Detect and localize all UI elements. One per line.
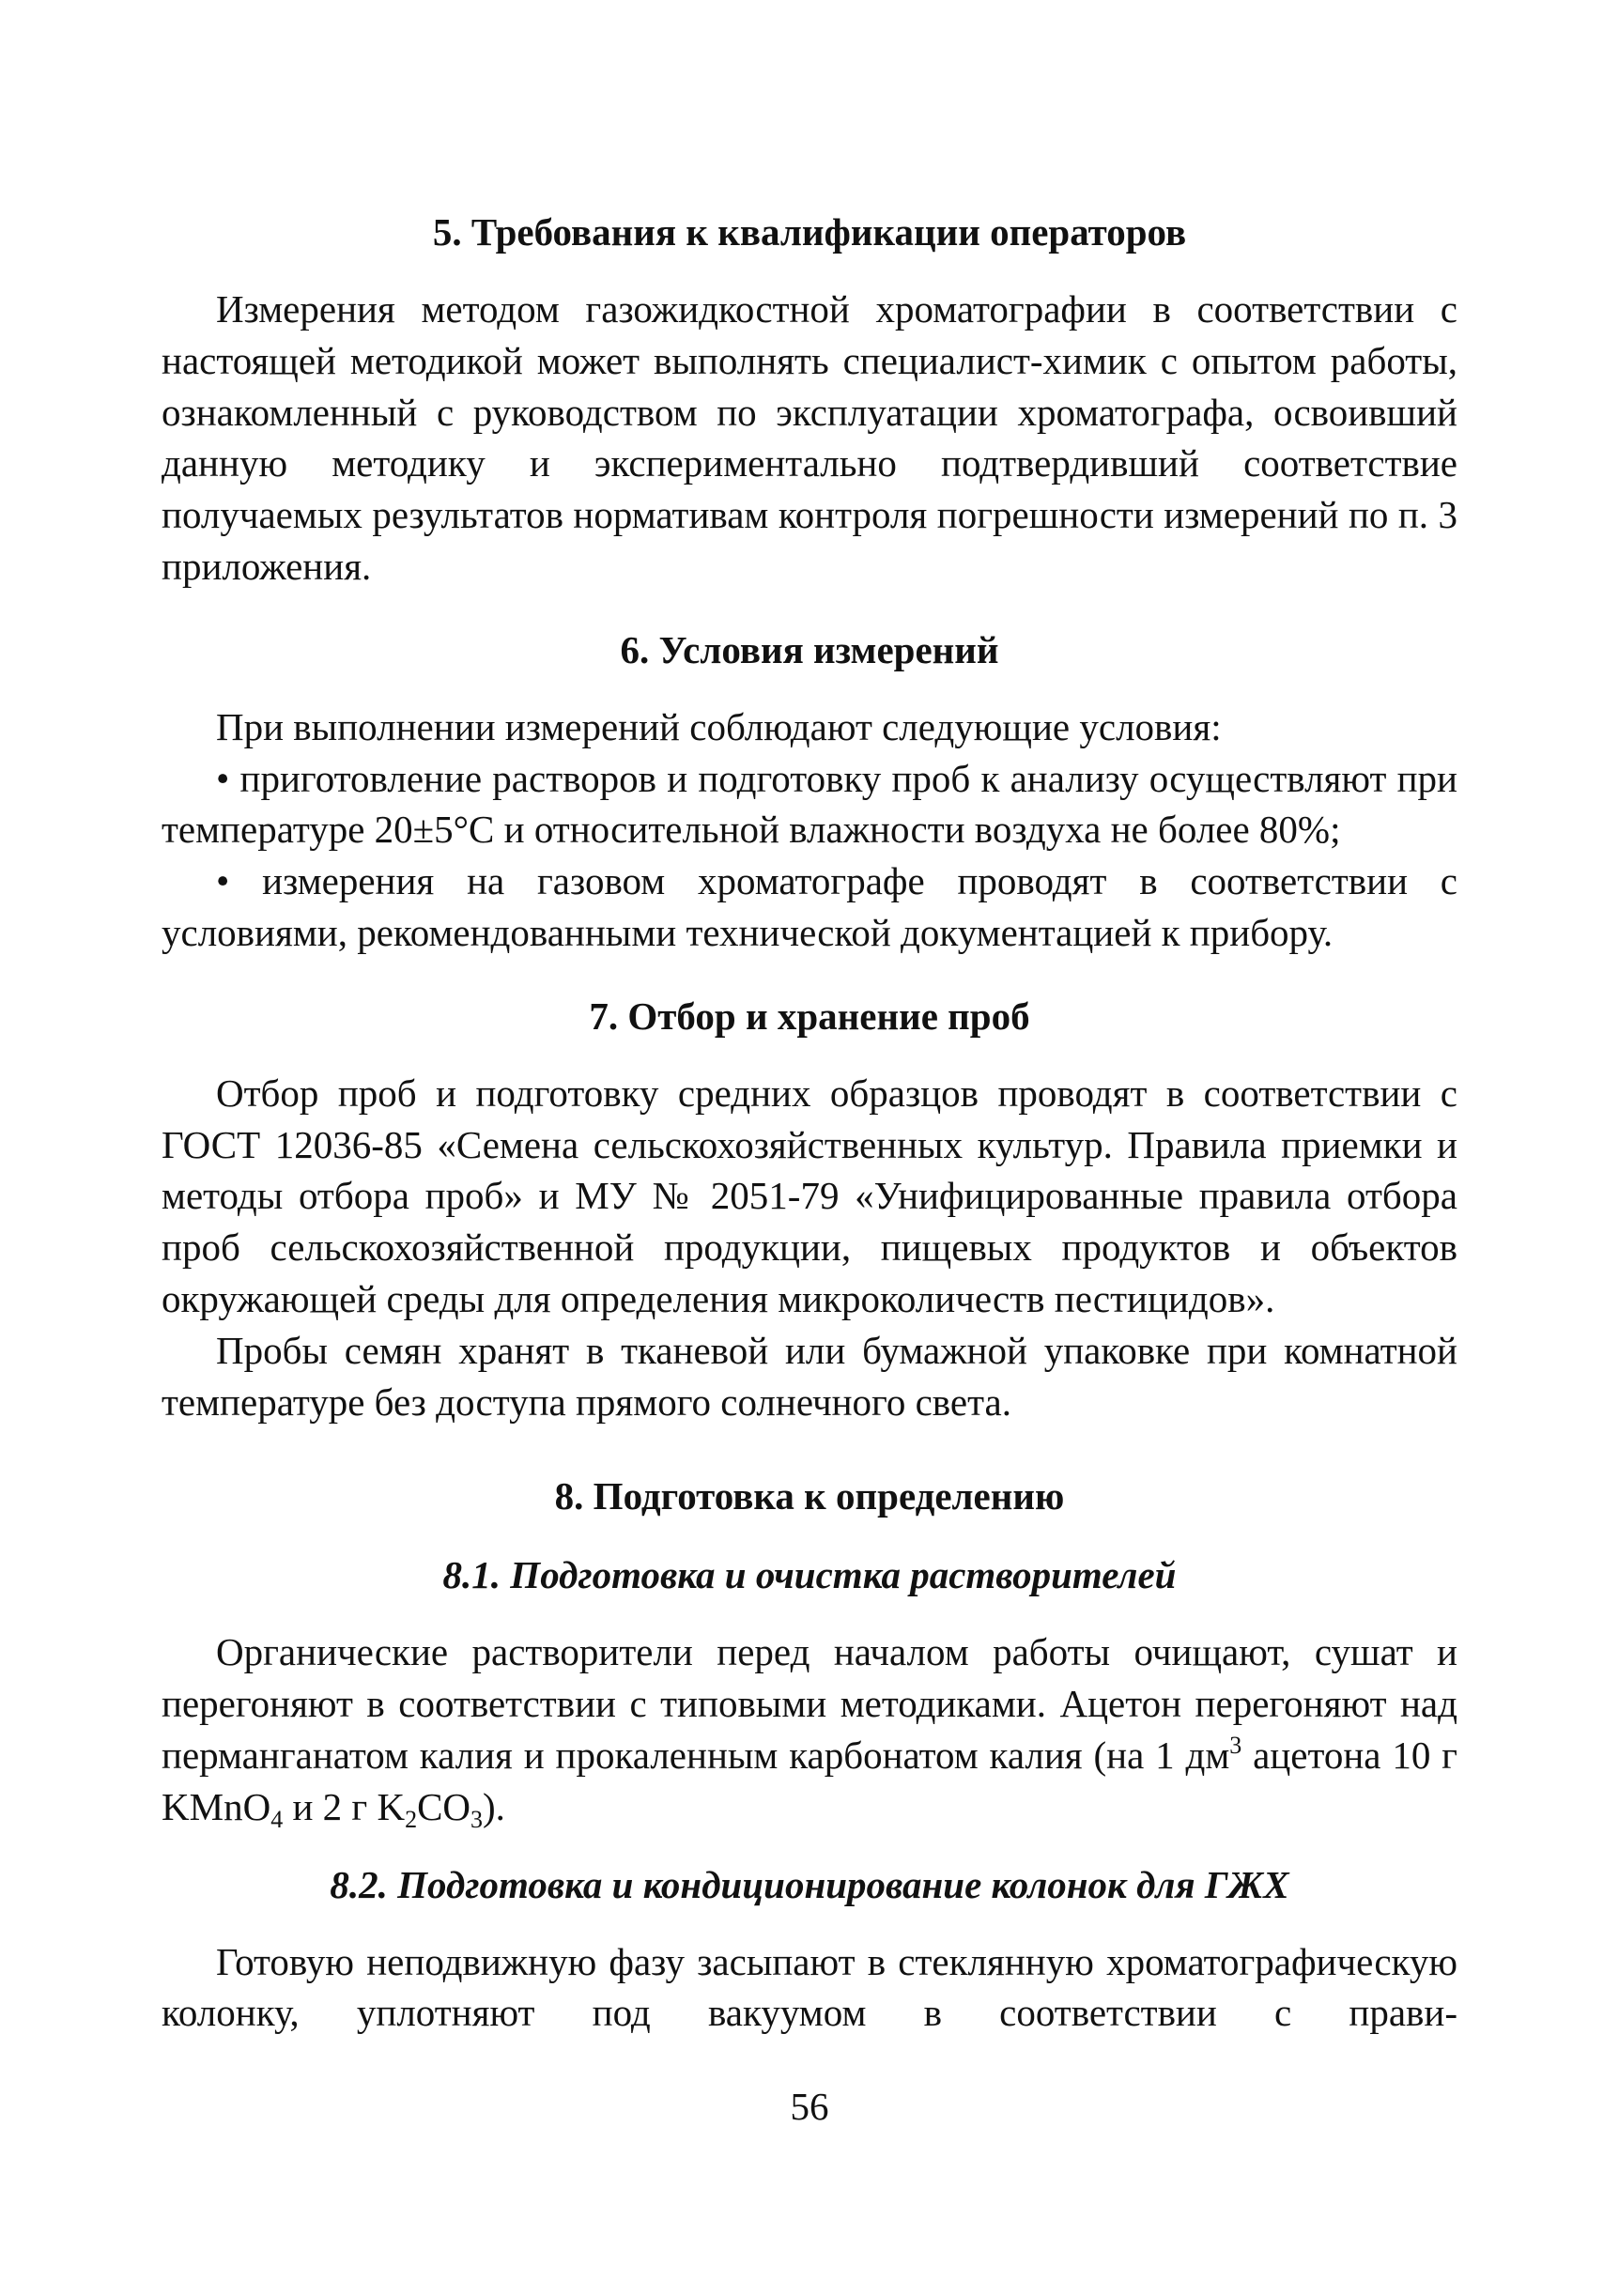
section-6-title: 6. Условия измерений xyxy=(620,627,999,671)
subsection-8-1-title: 8.1. Подготовка и очистка растворителей xyxy=(442,1553,1177,1597)
subsection-8-2-title: 8.2. Подготовка и кондиционирование колонок для ГЖХ xyxy=(330,1862,1289,1906)
page-content xyxy=(162,205,1457,2039)
section-6-bullet-2: • измерения на газовом хроматографе проводят в соответствии с условиями, рекомендованными технической документацией к прибору. xyxy=(162,859,1457,954)
superscript-3: 3 xyxy=(1229,1731,1242,1759)
formula-mid-2: и 2 г K xyxy=(283,1784,406,1828)
section-7-paragraph-2: Пробы семян хранят в тканевой или бумажной упаковке при комнатной температуре без доступа прямого солнечного света. xyxy=(162,1328,1457,1424)
formula-open: (на 1 дм xyxy=(1093,1733,1230,1777)
section-8-title: 8. Подготовка к определению xyxy=(554,1474,1065,1518)
section-7-title: 7. Отбор и хранение проб xyxy=(589,994,1030,1038)
subsection-8-1-paragraph xyxy=(162,1626,1457,1832)
formula-mid-3: CO xyxy=(417,1784,471,1828)
subsection-8-1-text: Органические растворители перед началом работы очищают, сушат и перегоняют в соответствии с типовыми методиками. Ацетон перегоняют над перманганатом калия и прокаленным карбонатом калия xyxy=(162,1630,1457,1777)
section-6-bullet-1: • приготовление растворов и подготовку проб к анализу осуществляют при температуре 20±5°С и относительной влажности воздуха не более 80%; xyxy=(162,756,1457,852)
page-number: 56 xyxy=(790,2085,829,2128)
subsection-8-2-paragraph: Готовую неподвижную фазу засыпают в стеклянную хроматографическую колонку, уплотняют под вакуумом в соответствии с прави- xyxy=(162,1939,1457,2035)
subscript-4: 4 xyxy=(270,1805,284,1833)
subscript-3: 3 xyxy=(470,1805,484,1833)
section-5-title: 5. Требования к квалификации операторов xyxy=(432,210,1187,254)
section-7-paragraph-1: Отбор проб и подготовку средних образцов проводят в соответствии с ГОСТ 12036-85 «Семена сельскохозяйственных культур. Правила приемки и методы отбора проб» и МУ № 2051-79 «Унифицированные правила отбора проб сельскохозяйственной продукции, пищевых продуктов и объектов окружающей среды для определения микроколичеств пестицидов». xyxy=(162,1071,1457,1320)
section-6-intro: При выполнении измерений соблюдают следующие условия: xyxy=(216,704,1222,748)
formula-mid-1: ацетона 10 г KMnO xyxy=(162,1733,1457,1828)
subscript-2: 2 xyxy=(405,1805,418,1833)
section-5-paragraph: Измерения методом газожидкостной хроматографии в соответствии с настоящей методикой может выполнять специалист-химик с опытом работы, ознакомленный с руководством по эксплуатации хроматографа, освоивший данную методику и экспериментально подтвердивший соответствие получаемых результатов нормативам контроля погрешности измерений по п. 3 приложения. xyxy=(162,287,1457,588)
formula-close: ). xyxy=(483,1784,505,1828)
